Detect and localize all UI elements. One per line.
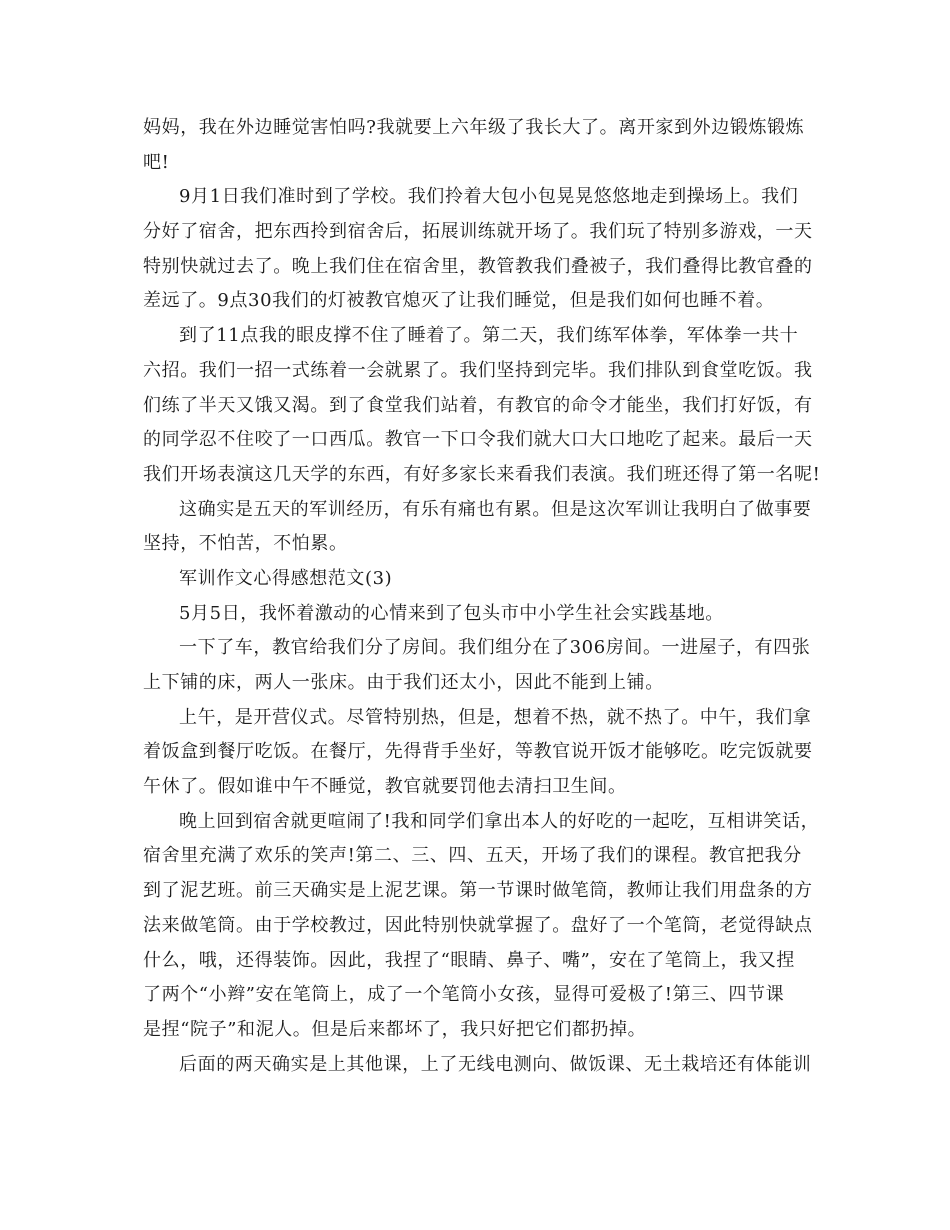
- text-line: 分好了宿舍，把东西拎到宿舍后，拓展训练就开场了。我们玩了特别多游戏，一天: [143, 221, 813, 243]
- text-line: 这确实是五天的军训经历，有乐有痛也有累。但是这次军训让我明白了做事要: [179, 498, 812, 520]
- text-line: 的同学忍不住咬了一口西瓜。教官一下口令我们就大口大口地吃了起来。最后一天: [143, 429, 813, 451]
- text-line: 我们开场表演这几天学的东西，有好多家长来看我们表演。我们班还得了第一名呢!: [143, 463, 821, 485]
- text-line: 5月5日，我怀着激动的心情来到了包头市中小学生社会实践基地。: [179, 602, 724, 624]
- text-line: 晚上回到宿舍就更喧闹了!我和同学们拿出本人的好吃的一起吃，互相讲笑话，: [179, 810, 820, 832]
- text-line: 上下铺的床，两人一张床。由于我们还太小，因此不能到上铺。: [143, 672, 664, 693]
- text-line: 了两个“小辫”安在笔筒上，成了一个笔筒小女孩，显得可爱极了!第三、四节课: [143, 984, 785, 1006]
- text-line: 9月1日我们准时到了学校。我们拎着大包小包晃晃悠悠地走到操场上。我们: [179, 186, 799, 208]
- text-line: 上午，是开营仪式。尽管特别热，但是，想着不热，就不热了。中午，我们拿: [179, 706, 812, 728]
- text-line: 午休了。假如谁中午不睡觉，教官就要罚他去清扫卫生间。: [143, 776, 627, 798]
- text-line: 什么，哦，还得装饰。因此，我捏了“眼睛、鼻子、嘴”，安在了笔筒上，我又捏: [143, 949, 796, 971]
- text-line: 着饭盒到餐厅吃饭。在餐厅，先得背手坐好，等教官说开饭才能够吃。吃完饭就要: [143, 741, 813, 763]
- text-line: 后面的两天确实是上其他课，上了无线电测向、做饭课、无土栽培还有体能训: [179, 1053, 812, 1075]
- text-line: 到了泥艺班。前三天确实是上泥艺课。第一节课时做笔筒，教师让我们用盘条的方: [143, 880, 813, 902]
- text-line: 吧!: [143, 151, 170, 173]
- text-line: 宿舍里充满了欢乐的笑声!第二、三、四、五天，开场了我们的课程。教官把我分: [143, 845, 802, 867]
- text-line: 特别快就过去了。晚上我们住在宿舍里，教管教我们叠被子，我们叠得比教官叠的: [143, 255, 813, 277]
- text-line: 法来做笔筒。由于学校教过，因此特别快就掌握了。盘好了一个笔筒，老觉得缺点: [143, 914, 813, 936]
- text-line: 妈妈，我在外边睡觉害怕吗?我就要上六年级了我长大了。离开家到外边锻炼锻炼: [143, 117, 805, 138]
- text-line: 一下了车，教官给我们分了房间。我们组分在了306房间。一进屋子，有四张: [179, 637, 811, 659]
- text-line: 坚持，不怕苦，不怕累。: [143, 533, 348, 555]
- text-line: 六招。我们一招一式练着一会就累了。我们坚持到完毕。我们排队到食堂吃饭。我: [143, 359, 813, 381]
- text-line: 军训作文心得感想范文(3): [179, 567, 393, 589]
- text-line: 到了11点我的眼皮撑不住了睡着了。第二天，我们练军体拳，军体拳一共十: [179, 325, 799, 347]
- text-line: 是捏“院子”和泥人。但是后来都坏了，我只好把它们都扔掉。: [143, 1018, 647, 1040]
- document-body: [143, 111, 823, 1082]
- text-line: 差远了。9点30我们的灯被教官熄灭了让我们睡觉，但是我们如何也睡不着。: [143, 290, 775, 312]
- text-line: 们练了半天又饿又渴。到了食堂我们站着，有教官的命令才能坐，我们打好饭，有: [143, 394, 813, 416]
